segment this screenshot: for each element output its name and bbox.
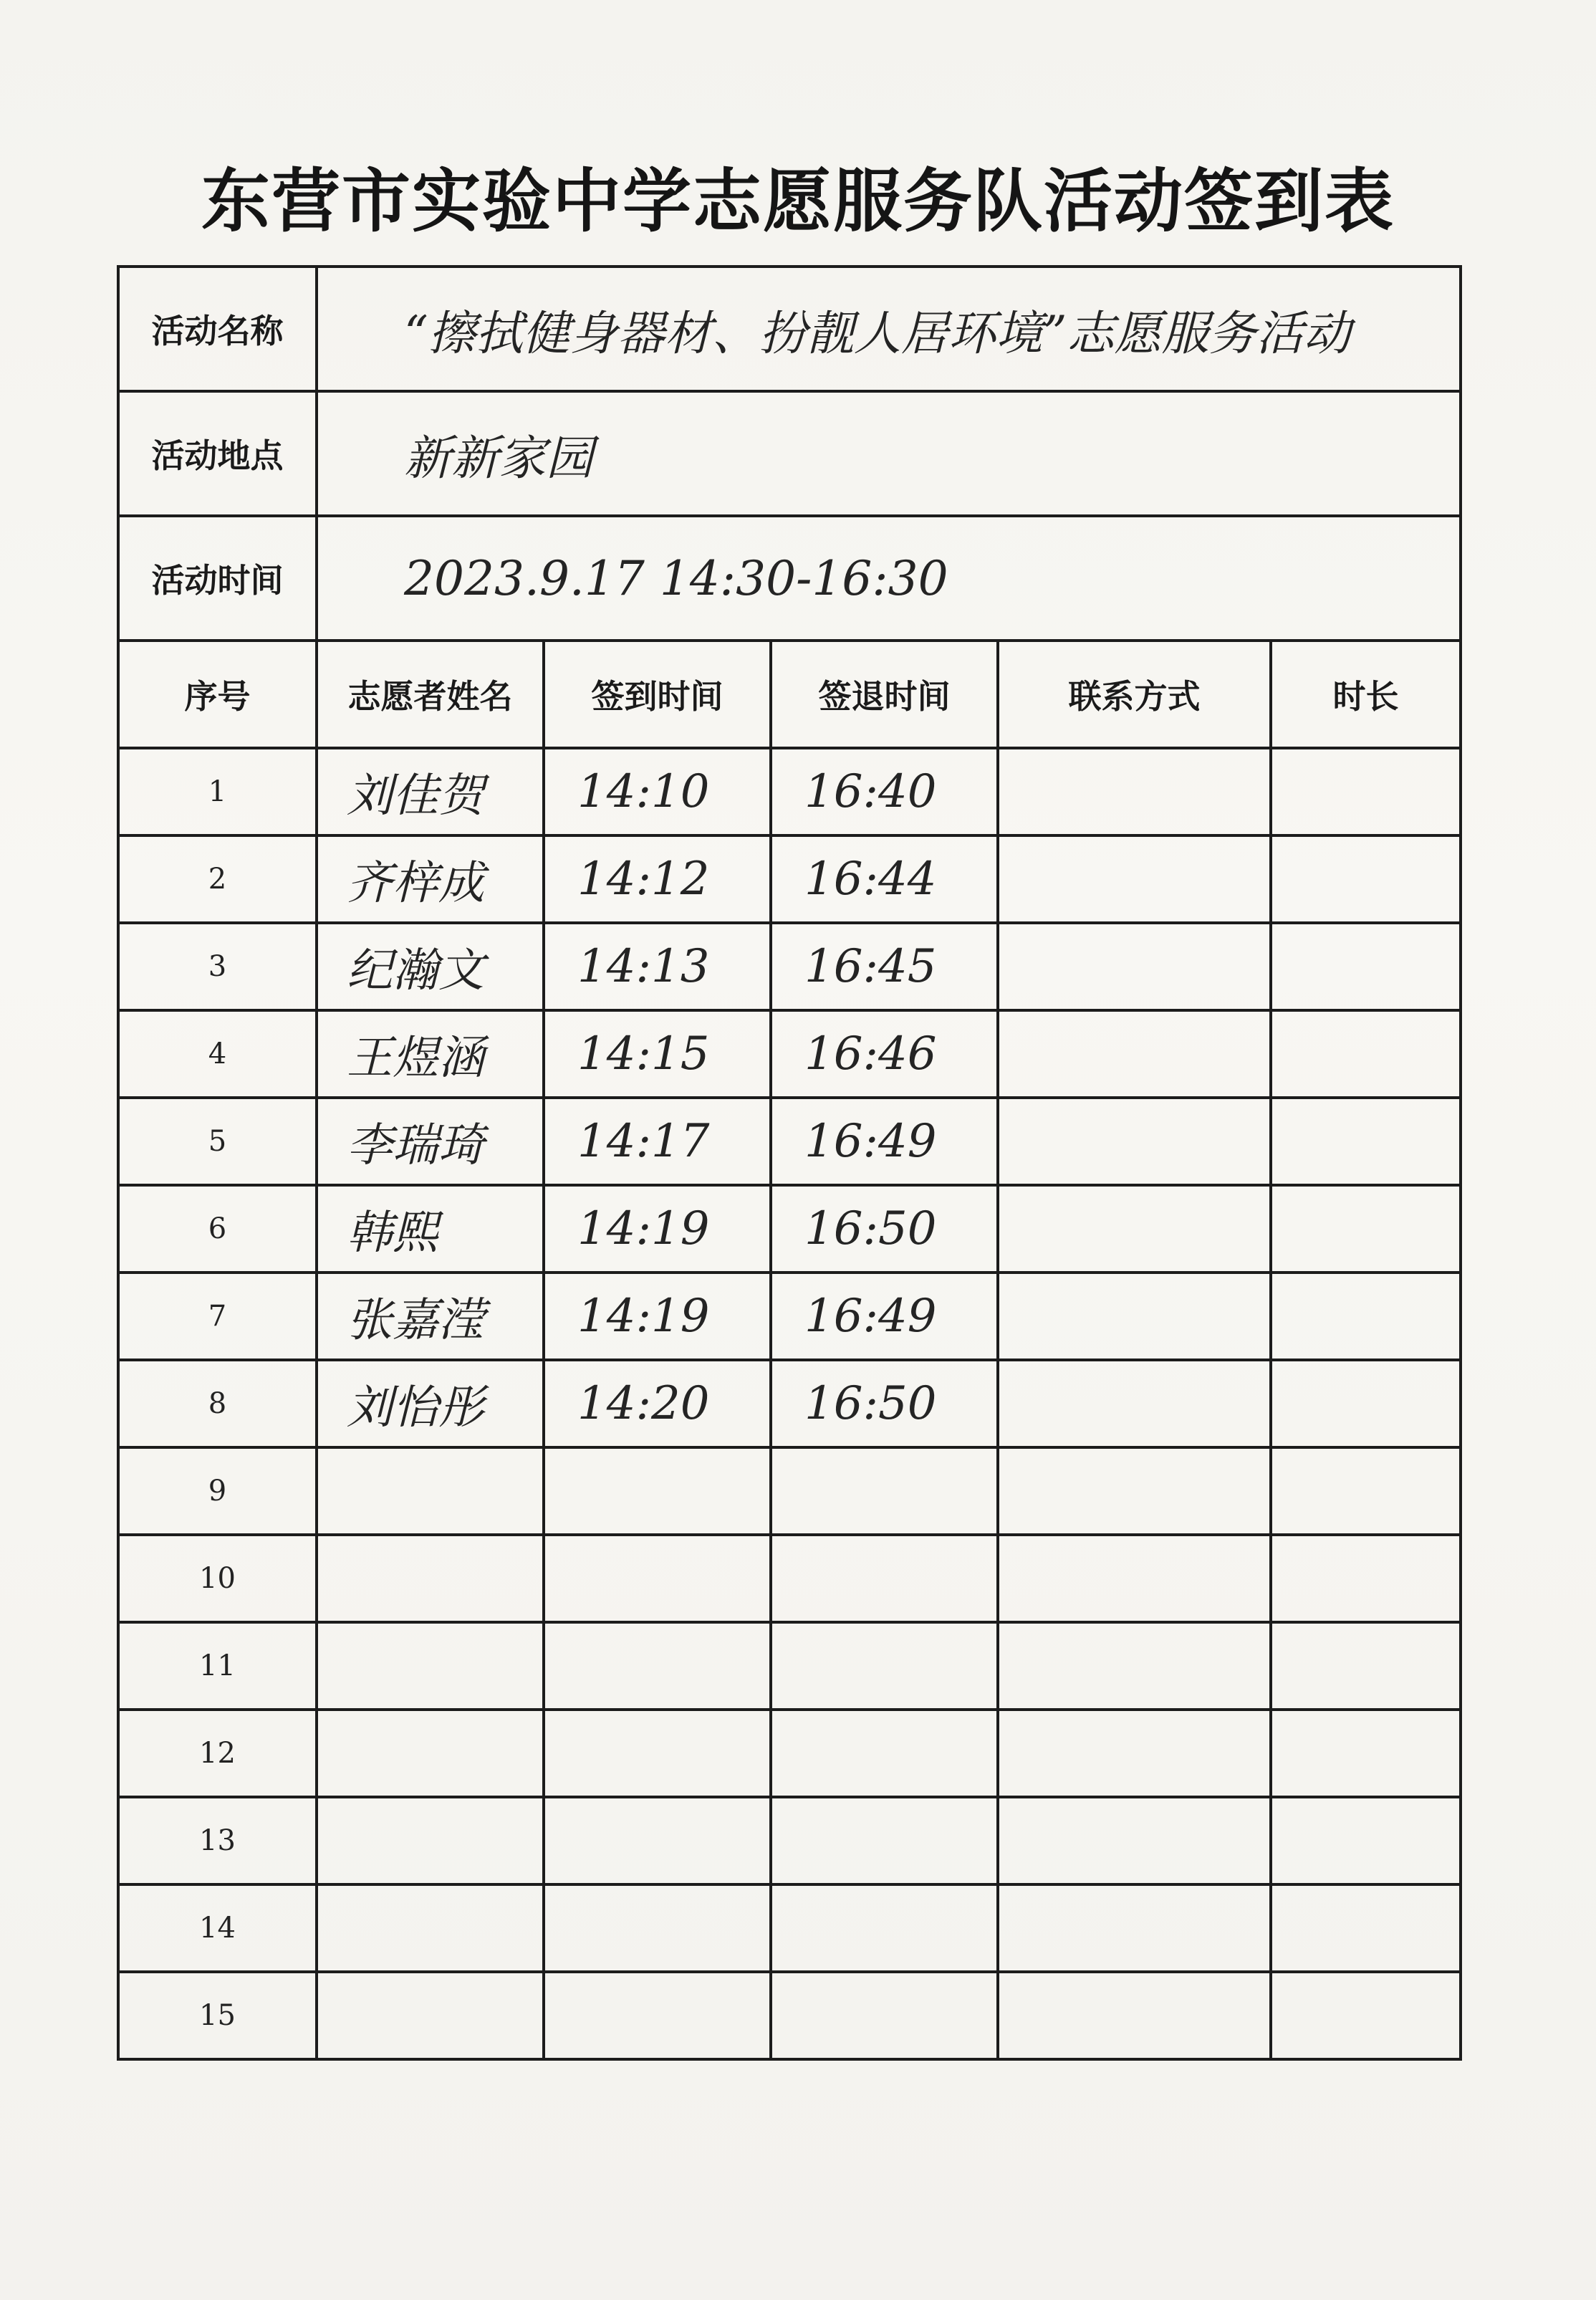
row-number: 6: [118, 1185, 317, 1273]
volunteer-name-cell: [317, 1535, 544, 1622]
activity-time-value: 2023.9.17 14:30-16:30: [317, 516, 1461, 641]
contact-cell: [998, 835, 1271, 923]
sign-out-time-cell: [771, 1884, 998, 1972]
row-number: 8: [118, 1360, 317, 1447]
row-number: 7: [118, 1273, 317, 1360]
row-number: 3: [118, 923, 317, 1010]
sign-in-time-cell: 14:10: [544, 748, 771, 835]
contact-cell: [998, 1098, 1271, 1185]
contact-cell: [998, 1622, 1271, 1710]
sign-out-time-cell: 16:40: [771, 748, 998, 835]
volunteer-name-cell: 齐梓成: [317, 835, 544, 923]
sign-in-time-cell: [544, 1972, 771, 2059]
contact-cell: [998, 1972, 1271, 2059]
volunteer-name-cell: [317, 1884, 544, 1972]
activity-place-value: 新新家园: [317, 391, 1461, 516]
volunteer-name-cell: 王煜涵: [317, 1010, 544, 1098]
sign-in-time-cell: 14:13: [544, 923, 771, 1010]
table-header-row: [118, 641, 1461, 748]
row-number: 10: [118, 1535, 317, 1622]
header-cell-sign-in: 签到时间: [544, 641, 771, 748]
duration-cell: [1271, 1098, 1461, 1185]
volunteer-name-cell: 刘怡彤: [317, 1360, 544, 1447]
sign-out-time-cell: [771, 1447, 998, 1535]
duration-cell: [1271, 1185, 1461, 1273]
duration-cell: [1271, 1360, 1461, 1447]
contact-cell: [998, 1797, 1271, 1884]
volunteer-name-cell: 李瑞琦: [317, 1098, 544, 1185]
duration-cell: [1271, 835, 1461, 923]
activity-name-value: “擦拭健身器材、扮靓人居环境”志愿服务活动: [317, 267, 1461, 391]
table-row: [118, 1098, 1461, 1185]
sign-out-time-cell: [771, 1535, 998, 1622]
row-number: 1: [118, 748, 317, 835]
table-row: [118, 1273, 1461, 1360]
contact-cell: [998, 1010, 1271, 1098]
sign-out-time-cell: 16:50: [771, 1185, 998, 1273]
duration-cell: [1271, 1535, 1461, 1622]
volunteer-name-cell: [317, 1797, 544, 1884]
duration-cell: [1271, 1273, 1461, 1360]
row-number: 15: [118, 1972, 317, 2059]
duration-cell: [1271, 1622, 1461, 1710]
volunteer-name-cell: [317, 1972, 544, 2059]
table-row: [118, 1447, 1461, 1535]
sign-in-time-cell: [544, 1622, 771, 1710]
contact-cell: [998, 1710, 1271, 1797]
duration-cell: [1271, 1447, 1461, 1535]
sign-out-time-cell: [771, 1710, 998, 1797]
table-row: [118, 1535, 1461, 1622]
contact-cell: [998, 1447, 1271, 1535]
sign-in-table: [117, 265, 1462, 2061]
volunteer-name-cell: 刘佳贺: [317, 748, 544, 835]
contact-cell: [998, 748, 1271, 835]
duration-cell: [1271, 1710, 1461, 1797]
sign-in-time-cell: [544, 1535, 771, 1622]
sign-in-time-cell: 14:19: [544, 1273, 771, 1360]
duration-cell: [1271, 923, 1461, 1010]
volunteer-name-cell: 张嘉滢: [317, 1273, 544, 1360]
duration-cell: [1271, 1972, 1461, 2059]
volunteer-name-cell: 韩熙: [317, 1185, 544, 1273]
sign-in-time-cell: 14:12: [544, 835, 771, 923]
sign-out-time-cell: [771, 1797, 998, 1884]
sign-in-time-cell: [544, 1710, 771, 1797]
duration-cell: [1271, 1010, 1461, 1098]
duration-cell: [1271, 1797, 1461, 1884]
sign-out-time-cell: 16:50: [771, 1360, 998, 1447]
activity-time-row: [118, 516, 1461, 641]
duration-cell: [1271, 1884, 1461, 1972]
header-cell-duration: 时长: [1271, 641, 1461, 748]
volunteer-name-cell: [317, 1447, 544, 1535]
activity-place-label: 活动地点: [118, 391, 317, 516]
volunteer-name-cell: [317, 1710, 544, 1797]
row-number: 9: [118, 1447, 317, 1535]
contact-cell: [998, 1884, 1271, 1972]
volunteer-name-cell: 纪瀚文: [317, 923, 544, 1010]
header-cell-no: 序号: [118, 641, 317, 748]
row-number: 11: [118, 1622, 317, 1710]
sign-in-time-cell: 14:17: [544, 1098, 771, 1185]
table-row: [118, 748, 1461, 835]
sign-in-time-cell: [544, 1797, 771, 1884]
table-row: [118, 1710, 1461, 1797]
contact-cell: [998, 1535, 1271, 1622]
sign-out-time-cell: 16:46: [771, 1010, 998, 1098]
activity-name-row: [118, 267, 1461, 391]
header-cell-sign-out: 签退时间: [771, 641, 998, 748]
table-row: [118, 923, 1461, 1010]
contact-cell: [998, 1185, 1271, 1273]
sign-in-time-cell: 14:19: [544, 1185, 771, 1273]
table-row: [118, 1797, 1461, 1884]
activity-place-row: [118, 391, 1461, 516]
sign-out-time-cell: 16:49: [771, 1273, 998, 1360]
activity-name-label: 活动名称: [118, 267, 317, 391]
row-number: 14: [118, 1884, 317, 1972]
sign-in-time-cell: [544, 1884, 771, 1972]
row-number: 4: [118, 1010, 317, 1098]
contact-cell: [998, 1273, 1271, 1360]
table-row: [118, 1010, 1461, 1098]
sign-out-time-cell: 16:49: [771, 1098, 998, 1185]
contact-cell: [998, 923, 1271, 1010]
table-row: [118, 1884, 1461, 1972]
contact-cell: [998, 1360, 1271, 1447]
table-row: [118, 835, 1461, 923]
row-number: 12: [118, 1710, 317, 1797]
sign-in-time-cell: 14:20: [544, 1360, 771, 1447]
table-row: [118, 1185, 1461, 1273]
row-number: 2: [118, 835, 317, 923]
volunteer-name-cell: [317, 1622, 544, 1710]
header-cell-name: 志愿者姓名: [317, 641, 544, 748]
sign-out-time-cell: [771, 1972, 998, 2059]
sign-out-time-cell: [771, 1622, 998, 1710]
page-title: 东营市实验中学志愿服务队活动签到表: [201, 161, 1395, 241]
table-row: [118, 1972, 1461, 2059]
table-row: [118, 1360, 1461, 1447]
sign-in-time-cell: 14:15: [544, 1010, 771, 1098]
row-number: 13: [118, 1797, 317, 1884]
table-row: [118, 1622, 1461, 1710]
sign-in-time-cell: [544, 1447, 771, 1535]
sign-out-time-cell: 16:44: [771, 835, 998, 923]
activity-time-label: 活动时间: [118, 516, 317, 641]
row-number: 5: [118, 1098, 317, 1185]
duration-cell: [1271, 748, 1461, 835]
sign-out-time-cell: 16:45: [771, 923, 998, 1010]
header-cell-contact: 联系方式: [998, 641, 1271, 748]
